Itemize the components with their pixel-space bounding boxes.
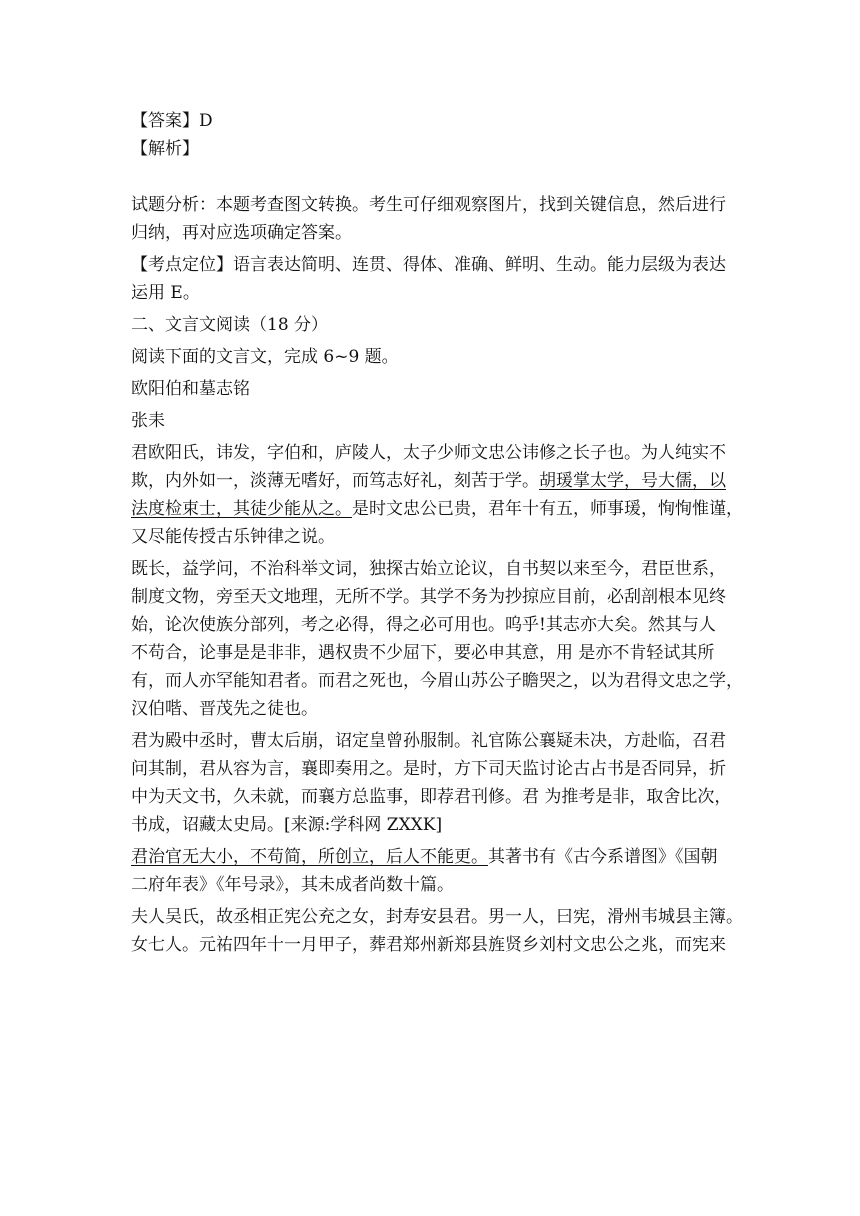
kaodian-line: 【考点定位】语言表达简明、连贯、得体、准确、鲜明、生动。能力层级为表达	[131, 255, 726, 275]
essay-title: 欧阳伯和墓志铭	[131, 379, 250, 399]
kaodian-line: 运用 E。	[131, 283, 200, 303]
analysis-paragraph	[131, 191, 731, 247]
essay-line	[131, 467, 731, 495]
essay-text: 其著书有《古今系谱图》《国朝	[488, 847, 718, 867]
essay-line: 又尽能传授古乐钟律之说。	[131, 527, 335, 547]
essay-line: 制度文物，旁至天文地理，无所不学。其学不务为抄掠应目前，必刮剖根本见终	[131, 587, 726, 607]
answer-line: 【答案】D	[131, 111, 213, 131]
essay-line: 不苟合，论事是是非非，遇权贵不少屈下，要必申其意，用 是亦不肯轻试其所	[131, 643, 715, 663]
underlined-sentence: 君治官无大小，不苟简，所创立，后人不能更。	[131, 847, 488, 867]
essay-paragraph-5	[131, 903, 743, 959]
document-page	[131, 107, 743, 959]
blank-line	[131, 163, 731, 191]
essay-line: 始，论次使族分部列，考之必得，得之必可用也。呜乎!其志亦大矣。然其与人	[131, 615, 716, 635]
essay-paragraph-3	[131, 727, 731, 839]
essay-line: 君为殿中丞时，曹太后崩，诏定皇曾孙服制。礼官陈公襄疑未决，方赴临，召君	[131, 731, 726, 751]
analysis-line: 试题分析：本题考查图文转换。考生可仔细观察图片，找到关键信息，然后进行	[131, 195, 726, 215]
essay-line	[131, 843, 731, 871]
essay-paragraph-2	[131, 555, 743, 723]
instruction: 阅读下面的文言文，完成 6~9 题。	[131, 347, 399, 367]
essay-paragraph-4	[131, 843, 731, 899]
essay-text: 是时文忠公已贵，君年十有五，师事瑗，恂恂惟谨，	[352, 499, 743, 519]
essay-line	[131, 495, 743, 523]
underlined-sentence: 胡瑗掌太学，号大儒，以	[539, 471, 726, 491]
essay-line: 问其制，君从容为言，襄即奏用之。是时，方下司天监讨论古占书是否同异，折	[131, 759, 726, 779]
analysis-label: 【解析】	[131, 139, 199, 159]
kaodian-paragraph	[131, 251, 731, 307]
essay-line: 夫人吴氏，故丞相正宪公充之女，封寿安县君。男一人，曰宪，滑州韦城县主簿。	[131, 907, 743, 927]
essay-line: 书成，诏藏太史局。[来源:学科网 ZXXK]	[131, 815, 443, 835]
essay-paragraph-1	[131, 439, 743, 551]
section-title: 二、文言文阅读（18 分）	[131, 315, 329, 335]
author: 张耒	[131, 411, 165, 431]
underlined-sentence: 法度检束士，其徒少能从之。	[131, 499, 352, 519]
essay-line: 君欧阳氏，讳发，字伯和，庐陵人，太子少师文忠公讳修之长子也。为人纯实不	[131, 443, 726, 463]
essay-text: 欺，内外如一，淡薄无嗜好，而笃志好礼，刻苦于学。	[131, 471, 539, 491]
essay-line: 女七人。元祐四年十一月甲子，葬君郑州新郑县旌贤乡刘村文忠公之兆，而宪来	[131, 935, 726, 955]
essay-line: 汉伯喈、晋茂先之徒也。	[131, 699, 318, 719]
essay-line: 有，而人亦罕能知君者。而君之死也，今眉山苏公子瞻哭之，以为君得文忠之学，	[131, 671, 743, 691]
essay-line: 二府年表》《年号录》，其未成者尚数十篇。	[131, 875, 454, 895]
analysis-line: 归纳，再对应选项确定答案。	[131, 223, 352, 243]
essay-line: 既长，益学问，不治科举文词，独探古始立论议，自书契以来至今，君臣世系，	[131, 559, 726, 579]
essay-line: 中为天文书，久未就，而襄方总监事，即荐君刊修。君 为推考是非，取舍比次，	[131, 787, 732, 807]
